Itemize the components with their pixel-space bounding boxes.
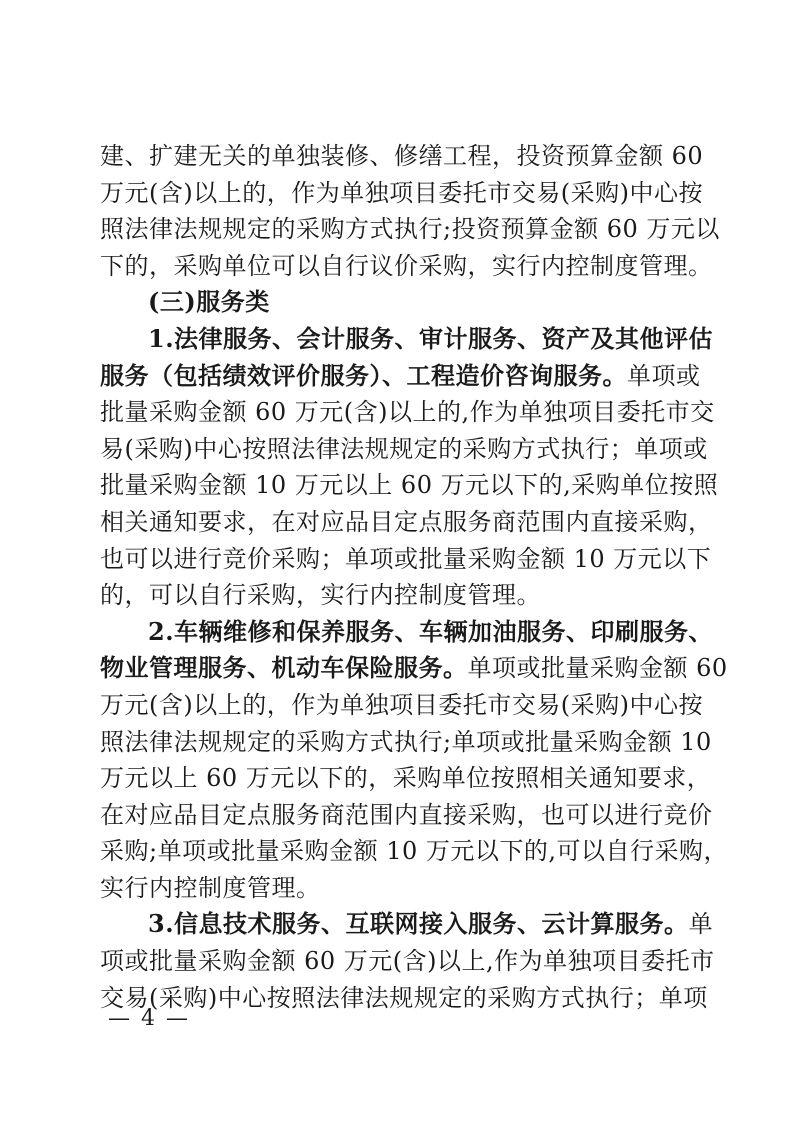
item-heading: 1.法律服务、会计服务、审计服务、资产及其他评估 (148, 323, 714, 353)
text-run: 单项或 (627, 361, 701, 390)
item-heading: 3.信息技术服务、互联网接入服务、云计算服务。 (148, 909, 689, 939)
text-line: 批量采购金额 10 万元以上 60 万元以下的,采购单位按照 (100, 471, 719, 500)
text-line: 易(采购)中心按照法律法规规定的采购方式执行；单项或 (100, 434, 708, 463)
document-body (100, 138, 729, 1016)
text-run: 单项或批量采购金额 60 (467, 654, 728, 683)
text-line: 批量采购金额 60 万元(含)以上的,作为单独项目委托市交 (100, 398, 715, 427)
text-line: 下的，采购单位可以自行议价采购，实行内控制度管理。 (100, 251, 713, 280)
section-heading: (三)服务类 (148, 287, 270, 317)
text-run: 单 (688, 910, 714, 939)
text-line: 照法律法规规定的采购方式执行;单项或批量采购金额 10 (100, 727, 712, 756)
text-line: 实行内控制度管理。 (100, 873, 321, 902)
text-line: 万元(含)以上的，作为单独项目委托市交易(采购)中心按 (100, 690, 703, 719)
item-heading: 2.车辆维修和保养服务、车辆加油服务、印刷服务、 (148, 616, 714, 646)
text-line (100, 906, 714, 943)
page-number: — 4 — (108, 1006, 190, 1031)
item-heading-cont: 物业管理服务、机动车保险服务。 (100, 653, 468, 683)
text-line: 采购;单项或批量采购金额 10 万元以下的,可以自行采购， (100, 837, 729, 866)
text-line: 相关通知要求，在对应品目定点服务商范围内直接采购， (100, 507, 713, 536)
item-heading-cont: 服务（包括绩效评价服务）、工程造价咨询服务。 (100, 360, 627, 390)
text-line: 交易(采购)中心按照法律法规规定的采购方式执行；单项 (100, 983, 708, 1012)
text-line: 在对应品目定点服务商范围内直接采购，也可以进行竞价 (100, 800, 713, 829)
text-line: 万元(含)以上的，作为单独项目委托市交易(采购)中心按 (100, 178, 703, 207)
text-line: 的，可以自行采购，实行内控制度管理。 (100, 581, 541, 610)
text-line (100, 650, 728, 687)
text-line: 建、扩建无关的单独装修、修缮工程，投资预算金额 60 (100, 142, 704, 170)
text-line: 项或批量采购金额 60 万元(含)以上,作为单独项目委托市 (100, 947, 715, 976)
text-line: 也可以进行竞价采购；单项或批量采购金额 10 万元以下 (100, 544, 712, 573)
text-line: 万元以上 60 万元以下的，采购单位按照相关通知要求， (100, 764, 712, 793)
text-line: 照法律法规规定的采购方式执行;投资预算金额 60 万元以 (100, 215, 720, 244)
text-line (100, 358, 700, 395)
